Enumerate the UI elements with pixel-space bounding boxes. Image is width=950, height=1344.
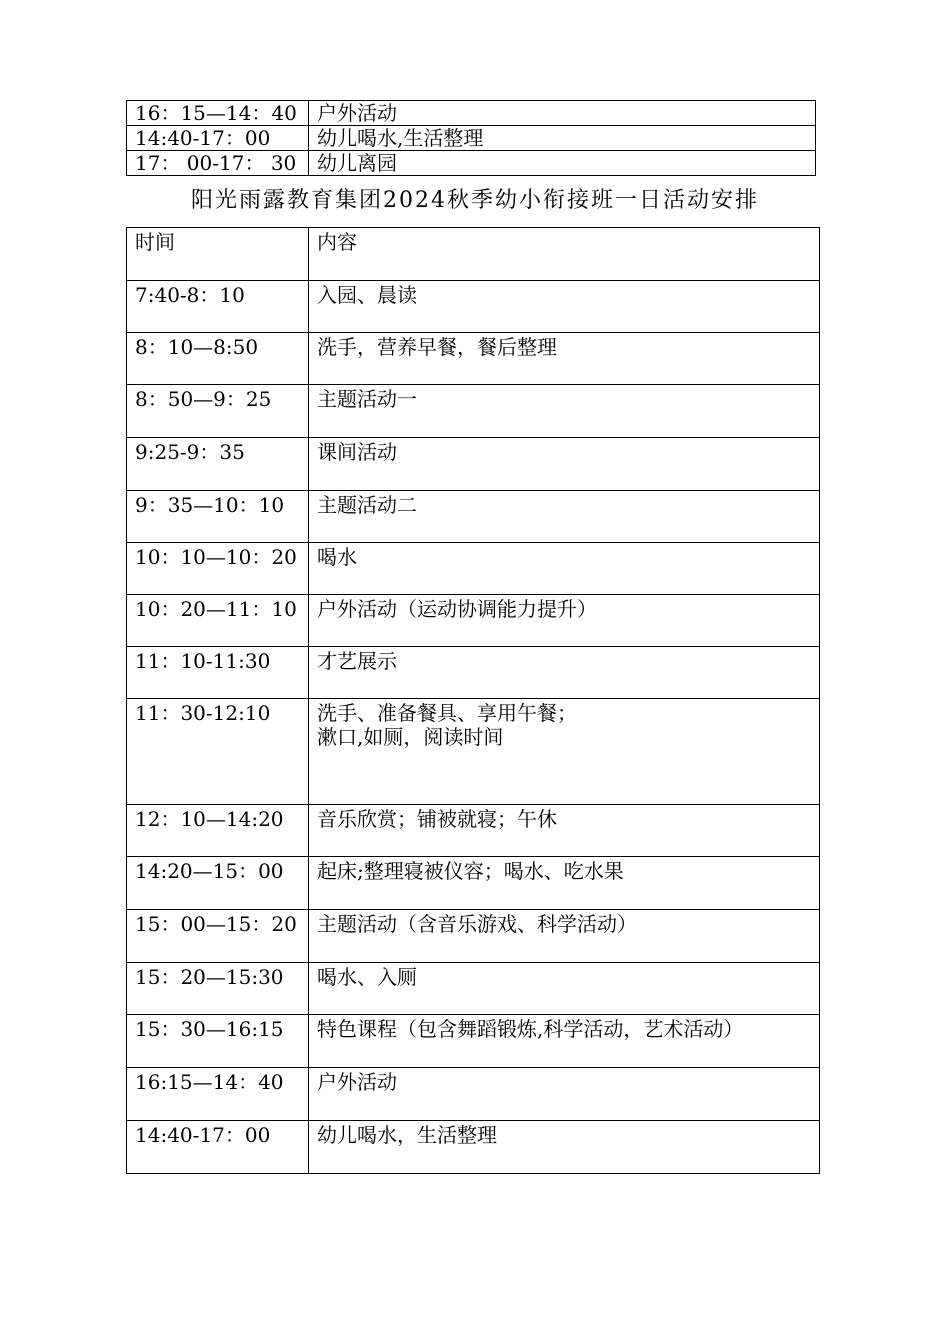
content-cell: [309, 963, 820, 1015]
content-cell: [309, 385, 820, 438]
content-cell: [309, 595, 820, 647]
time-cell: 16：15—14：40: [127, 101, 309, 126]
content-cell: [309, 910, 820, 963]
content-line: 主题活动（含音乐游戏、科学活动）: [317, 912, 637, 936]
content-cell: 幼儿喝水,生活整理: [309, 126, 816, 151]
table-row: [127, 857, 820, 910]
content-cell: [309, 647, 820, 699]
time-cell: 15：00—15：20: [127, 910, 309, 963]
page-title: 阳光雨露教育集团2024秋季幼小衔接班一日活动安排: [191, 188, 759, 213]
table-row: [127, 647, 820, 699]
content-line: 特色课程（包含舞蹈锻炼,科学活动，艺术活动）: [317, 1017, 744, 1041]
time-cell: 9:25-9：35: [127, 438, 309, 491]
table-row: [127, 491, 820, 543]
content-cell: [309, 438, 820, 491]
time-cell: 14:40-17：00: [127, 126, 309, 151]
table-row: [127, 385, 820, 438]
time-cell: 9：35—10：10: [127, 491, 309, 543]
time-cell: 17： 00-17： 30: [127, 151, 309, 176]
table-row: [127, 595, 820, 647]
content-cell: [309, 805, 820, 857]
table-row: [127, 805, 820, 857]
table-row: [127, 699, 820, 805]
table-row: [127, 1068, 820, 1121]
content-line: 漱口,如厕，阅读时间: [317, 725, 504, 749]
content-cell: [309, 699, 820, 805]
time-cell: 16:15—14：40: [127, 1068, 309, 1121]
content-line: 喝水: [317, 545, 357, 569]
time-cell: 14:20—15：00: [127, 857, 309, 910]
content-cell: [309, 333, 820, 385]
content-cell: [309, 543, 820, 595]
continued-schedule-table: [126, 100, 816, 176]
content-line: 洗手、准备餐具、享用午餐；: [317, 701, 577, 725]
content-cell: [309, 1068, 820, 1121]
content-line: 喝水、入厕: [317, 965, 417, 989]
content-line: 主题活动二: [317, 493, 417, 517]
table-header-row: [127, 228, 820, 281]
table-row: [127, 333, 820, 385]
time-cell: 11：10-11:30: [127, 647, 309, 699]
table-row: [127, 910, 820, 963]
content-line: 音乐欣赏；铺被就寝；午休: [317, 807, 557, 831]
table-row: [127, 1121, 820, 1174]
content-line: 户外活动（运动协调能力提升）: [317, 597, 597, 621]
content-cell: 幼儿离园: [309, 151, 816, 176]
content-line: 起床;整理寝被仪容；喝水、吃水果: [317, 859, 624, 883]
content-cell: [309, 857, 820, 910]
daily-schedule-table: [126, 227, 820, 1174]
content-cell: [309, 1015, 820, 1068]
content-line: 才艺展示: [317, 649, 397, 673]
content-line: 入园、晨读: [317, 283, 417, 307]
table-row: [127, 543, 820, 595]
table-row: [127, 281, 820, 333]
time-cell: 8：10—8:50: [127, 333, 309, 385]
table-row: [127, 126, 816, 151]
content-cell: [309, 491, 820, 543]
content-cell: 户外活动: [309, 101, 816, 126]
time-cell: 15：30—16:15: [127, 1015, 309, 1068]
time-cell: 7:40-8：10: [127, 281, 309, 333]
table-row: [127, 438, 820, 491]
time-cell: 10：20—11：10: [127, 595, 309, 647]
table-row: [127, 101, 816, 126]
content-line: 主题活动一: [317, 387, 417, 411]
content-cell: [309, 281, 820, 333]
time-cell: 8：50—9：25: [127, 385, 309, 438]
content-header: 内容: [309, 228, 820, 281]
content-line: 洗手，营养早餐，餐后整理: [317, 335, 557, 359]
table-row: [127, 151, 816, 176]
content-line: 课间活动: [317, 440, 397, 464]
time-cell: 12：10—14:20: [127, 805, 309, 857]
time-cell: 14:40-17：00: [127, 1121, 309, 1174]
content-line: 幼儿喝水，生活整理: [317, 1123, 497, 1147]
content-line: 户外活动: [317, 1070, 397, 1094]
table-row: [127, 1015, 820, 1068]
table-row: [127, 963, 820, 1015]
content-cell: [309, 1121, 820, 1174]
time-header: 时间: [127, 228, 309, 281]
time-cell: 15：20—15:30: [127, 963, 309, 1015]
time-cell: 10：10—10：20: [127, 543, 309, 595]
time-cell: 11：30-12:10: [127, 699, 309, 805]
